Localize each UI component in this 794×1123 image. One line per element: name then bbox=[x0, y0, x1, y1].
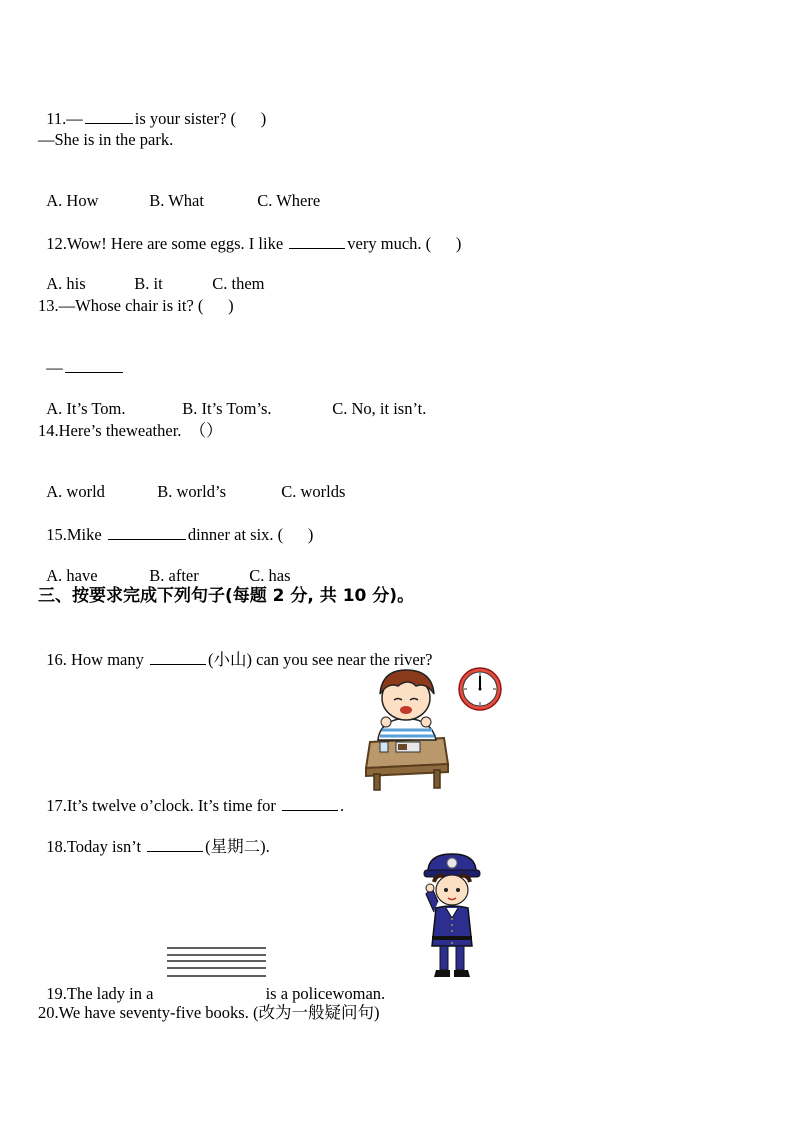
q13-answer-line bbox=[38, 337, 125, 378]
q19-prefix: 19.The lady in a bbox=[46, 984, 158, 1003]
q15-options bbox=[38, 546, 291, 586]
q17-blank[interactable] bbox=[282, 795, 338, 811]
q15-text: dinner at six. ( ) bbox=[187, 525, 314, 544]
q15-blank[interactable] bbox=[108, 524, 186, 540]
q11-option-c[interactable]: C. Where bbox=[257, 191, 321, 210]
q13-blank[interactable] bbox=[65, 357, 123, 373]
question-17 bbox=[38, 775, 344, 816]
q14-options bbox=[38, 462, 345, 502]
boy-eating-at-desk-illustration bbox=[360, 664, 452, 792]
question-20: 20.We have seventy-five books. (改为一般疑问句) bbox=[38, 1003, 380, 1022]
q19-text: is a policewoman. bbox=[265, 984, 386, 1003]
q19-blank-lines bbox=[166, 946, 268, 980]
question-14: 14.Here’s theweather. （） bbox=[38, 421, 223, 440]
q16-blank[interactable] bbox=[150, 649, 206, 665]
section-3-heading: 三、按要求完成下列句子(每题 2 分, 共 10 分)。 bbox=[38, 586, 415, 606]
q17-prefix: 17.It’s twelve o’clock. It’s time for bbox=[46, 796, 280, 815]
q12-option-a[interactable]: A. his bbox=[46, 274, 86, 293]
q18-blank[interactable] bbox=[147, 836, 203, 852]
q18-prefix: 18.Today isn’t bbox=[46, 837, 146, 856]
q15-option-a[interactable]: A. have bbox=[46, 566, 98, 585]
q11-blank[interactable] bbox=[85, 108, 133, 124]
q13-option-a[interactable]: A. It’s Tom. bbox=[46, 399, 126, 418]
q18-text: (星期二). bbox=[205, 837, 270, 856]
clock-icon bbox=[457, 666, 503, 712]
q17-text: . bbox=[339, 796, 345, 815]
q11-option-a[interactable]: A. How bbox=[46, 191, 99, 210]
policewoman-saluting-illustration bbox=[414, 850, 486, 980]
q12-prefix: 12.Wow! Here are some eggs. I like bbox=[46, 234, 288, 253]
q15-option-b[interactable]: B. after bbox=[149, 566, 199, 585]
question-15 bbox=[38, 504, 313, 545]
question-13: 13.—Whose chair is it? ( ) bbox=[38, 296, 234, 315]
question-12 bbox=[38, 213, 461, 254]
q11-text: is your sister? ( ) bbox=[134, 109, 267, 128]
q19-blank[interactable] bbox=[162, 985, 262, 999]
q11-answer: —She is in the park. bbox=[38, 130, 174, 149]
q14-option-a[interactable]: A. world bbox=[46, 482, 105, 501]
q12-option-c[interactable]: C. them bbox=[212, 274, 265, 293]
q13-options bbox=[38, 379, 426, 419]
q12-option-b[interactable]: B. it bbox=[134, 274, 163, 293]
q16-text: (小山) can you see near the river? bbox=[208, 650, 433, 669]
question-11 bbox=[38, 88, 266, 129]
q12-text: very much. ( ) bbox=[347, 234, 462, 253]
q11-options bbox=[38, 171, 320, 211]
q16-prefix: 16. How many bbox=[46, 650, 148, 669]
q14-option-b[interactable]: B. world’s bbox=[157, 482, 227, 501]
q13-dash: — bbox=[46, 358, 63, 377]
q13-option-c[interactable]: C. No, it isn’t. bbox=[332, 399, 427, 418]
q13-option-b[interactable]: B. It’s Tom’s. bbox=[182, 399, 272, 418]
q12-blank[interactable] bbox=[289, 233, 345, 249]
q11-option-b[interactable]: B. What bbox=[149, 191, 204, 210]
q15-option-c[interactable]: C. has bbox=[249, 566, 291, 585]
q14-option-c[interactable]: C. worlds bbox=[281, 482, 346, 501]
q15-prefix: 15.Mike bbox=[46, 525, 106, 544]
question-18 bbox=[38, 816, 270, 857]
q11-prefix: 11.— bbox=[46, 109, 83, 128]
q12-options bbox=[38, 254, 265, 294]
